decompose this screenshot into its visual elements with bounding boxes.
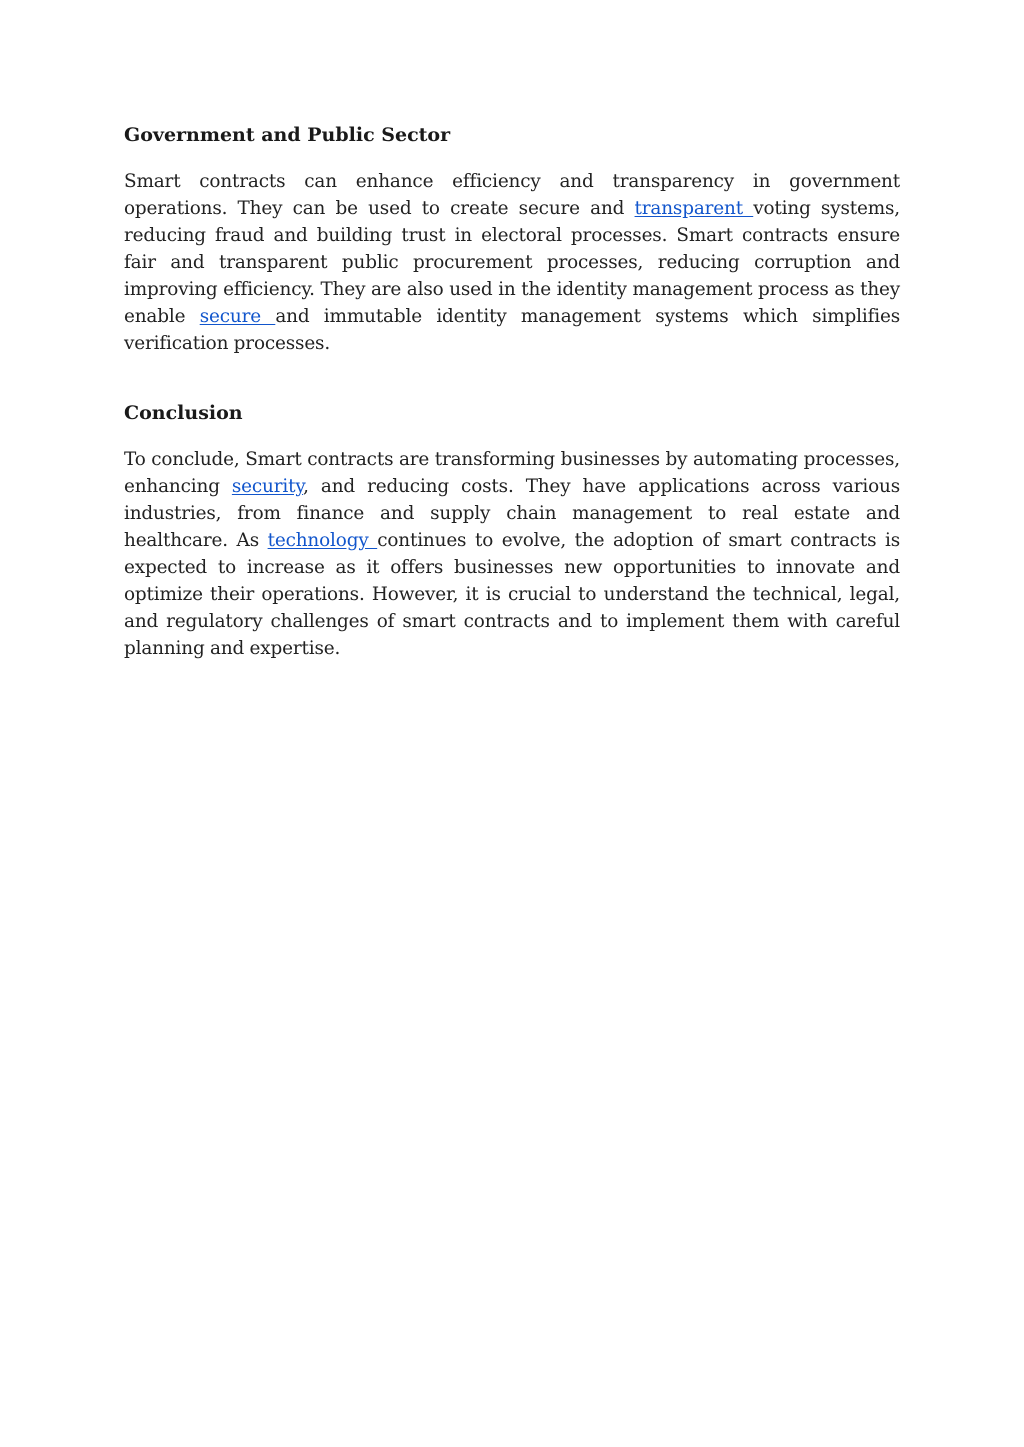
link-transparent[interactable]: transparent — [634, 198, 754, 219]
section-paragraph — [124, 168, 900, 357]
paragraph-text: and immutable identity management systems which simplifies verification processes. — [124, 306, 900, 354]
paragraph-text: To conclude, Smart contracts are transforming businesses by automating processes, enhancing — [124, 449, 900, 497]
section-conclusion — [124, 398, 900, 662]
section-heading: Government and Public Sector — [124, 124, 451, 146]
section-heading: Conclusion — [124, 402, 243, 424]
link-secure[interactable]: secure — [199, 306, 276, 327]
paragraph-text: voting systems, reducing fraud and building trust in electoral processes. Smart contracts ensure fair and transparent public procurement processes, reducing corruption and improving efficiency. They are also used in the identity management process as they enable — [124, 198, 900, 327]
link-security[interactable]: security — [231, 476, 304, 497]
link-technology[interactable]: technology — [267, 530, 378, 551]
paragraph-text: continues to evolve, the adoption of smart contracts is expected to increase as it offers businesses new opportunities to innovate and optimize their operations. However, it is crucial to understand the technical, legal, and regulatory challenges of smart contracts and to implement them with careful planning and expertise. — [124, 530, 900, 659]
paragraph-text: Smart contracts can enhance efficiency and transparency in government operations. They can be used to create secure and — [124, 171, 900, 219]
paragraph-text: , and reducing costs. They have applications across various industries, from finance and supply chain management to real estate and healthcare. As — [124, 476, 900, 551]
section-government-public-sector — [124, 120, 900, 357]
section-paragraph — [124, 446, 900, 662]
